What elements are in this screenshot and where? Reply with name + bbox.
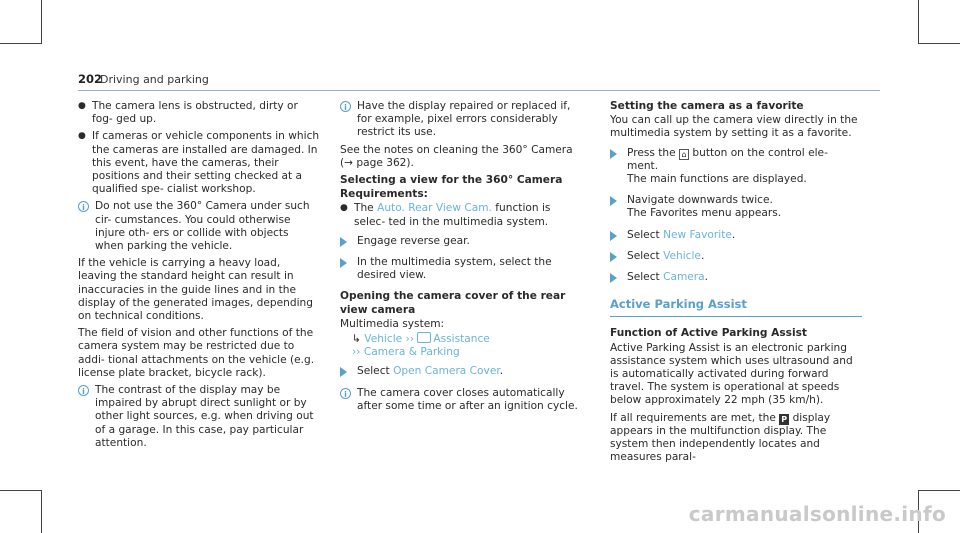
double-chevron-icon: ›› [352,346,364,359]
page-header-title: Driving and parking [100,73,209,86]
paragraph: Multimedia system: [340,317,445,330]
paragraph: You can call up the camera view directly in the multimedia system by setting it as a favorite. [610,114,858,140]
note: i The camera cover closes automatically after some time or after an ignition cycle. [340,387,580,413]
page-number: 202 [78,72,103,86]
arrow-icon [610,196,617,206]
crop-mark [918,43,960,44]
paragraph: See the notes on cleaning the 360° Camera (→ page 362). [340,143,573,169]
column-3 [610,100,862,468]
menu-path [340,332,580,346]
paragraph: The field of vision and other functions of the camera system may be restricted due to addi- tional attachments on the vehicle (e.g. license plate bracket, bicycle rack). [78,327,315,379]
arrow-icon [610,149,617,159]
list-item: ● If cameras or vehicle components in which the cameras are installed are damaged. In this event, have the cameras, their positions and their setting checked at a qualified spe- cialist workshop. [78,130,320,196]
bullet-icon: ● [340,203,348,214]
instruction-step: Select Camera. [610,271,862,284]
column-2 [340,100,580,417]
bullet-icon: ● [78,101,86,111]
section-heading: Selecting a view for the 360° Camera [340,174,563,187]
crop-mark [41,0,42,44]
section-heading: Setting the camera as a favorite [610,100,804,112]
note: i Have the display repaired or replaced if, for example, pixel errors considerably restrict its use. [340,100,580,140]
arrow-icon [340,258,347,268]
crop-mark [41,490,42,533]
menu-link: Vehicle [364,333,403,346]
arrow-icon [340,237,347,247]
note: i Do not use the 360° Camera under such cir- cumstances. You could otherwise injure oth- ers or collide with objects when parking the vehicle. [78,200,320,253]
return-arrow-icon: ↳ [352,333,361,346]
menu-link: Camera & Parking [363,346,460,359]
requirements-label: Requirements: [340,188,428,201]
home-button-icon: ⌂ [679,149,689,160]
arrow-icon [610,252,617,262]
watermark: carmanualsonline.info [688,502,946,526]
info-icon: i [78,201,89,212]
double-chevron-icon: ›› [405,333,418,346]
instruction-step: Press the ⌂ button on the control ele- ment. The main functions are displayed. [610,147,862,187]
arrow-icon [610,231,617,241]
menu-link: Open Camera Cover [393,365,500,378]
list-item: ● The Auto. Rear View Cam. function is selec- ted in the multimedia system. [340,202,551,228]
info-icon: i [78,385,89,396]
crop-mark [918,0,919,44]
instruction-step: In the multimedia system, select the desired view. [340,256,580,282]
header-divider [78,90,880,91]
crop-mark [0,490,42,491]
info-icon: i [340,388,351,399]
car-assistance-icon [417,332,431,343]
instruction-step: Select New Favorite. [610,229,862,242]
instruction-step: Engage reverse gear. [340,235,580,248]
arrow-icon [340,367,347,377]
instruction-step: Select Open Camera Cover. [340,365,580,378]
bullet-icon: ● [78,131,86,142]
instruction-step: Select Vehicle. [610,250,862,263]
menu-link: Camera [663,271,705,284]
note: i The contrast of the display may be impaired by abrupt direct sunlight or by other light sources, e.g. when driving out of a garage. In this case, pay particular attention. [78,384,320,450]
section-heading: Opening the camera cover of the rear view camera [340,290,566,316]
info-icon: i [340,101,351,112]
list-item: ● The camera lens is obstructed, dirty or fog- ged up. [78,100,298,126]
menu-link: Assistance [433,333,490,346]
paragraph: If all requirements are met, the P display appears in the multifunction display. The system then independently locates and measures paral- [610,411,831,464]
instruction-step: Navigate downwards twice. The Favorites menu appears. [610,194,862,220]
paragraph: Active Parking Assist is an electronic parking assistance system which uses ultrasound and is automatically activated during forward travel. The system is operational at speeds below approximately 22 mph (35 km/h). [610,341,853,407]
menu-link: New Favorite [663,228,732,241]
arrow-icon [610,273,617,283]
menu-link: Vehicle [663,249,701,262]
crop-mark [0,43,42,44]
column-1 [78,100,320,454]
section-heading: Function of Active Parking Assist [610,327,807,340]
section-title: Active Parking Assist [610,298,862,317]
paragraph: If the vehicle is carrying a heavy load, leaving the standard height can result in inaccuracies in the guide lines and in the display of the generated images, depending on technical conditions. [78,257,313,323]
menu-path [340,346,580,359]
crop-mark [918,490,960,491]
parking-p-icon: P [779,414,789,425]
menu-link: Auto. Rear View Cam. [377,202,492,215]
